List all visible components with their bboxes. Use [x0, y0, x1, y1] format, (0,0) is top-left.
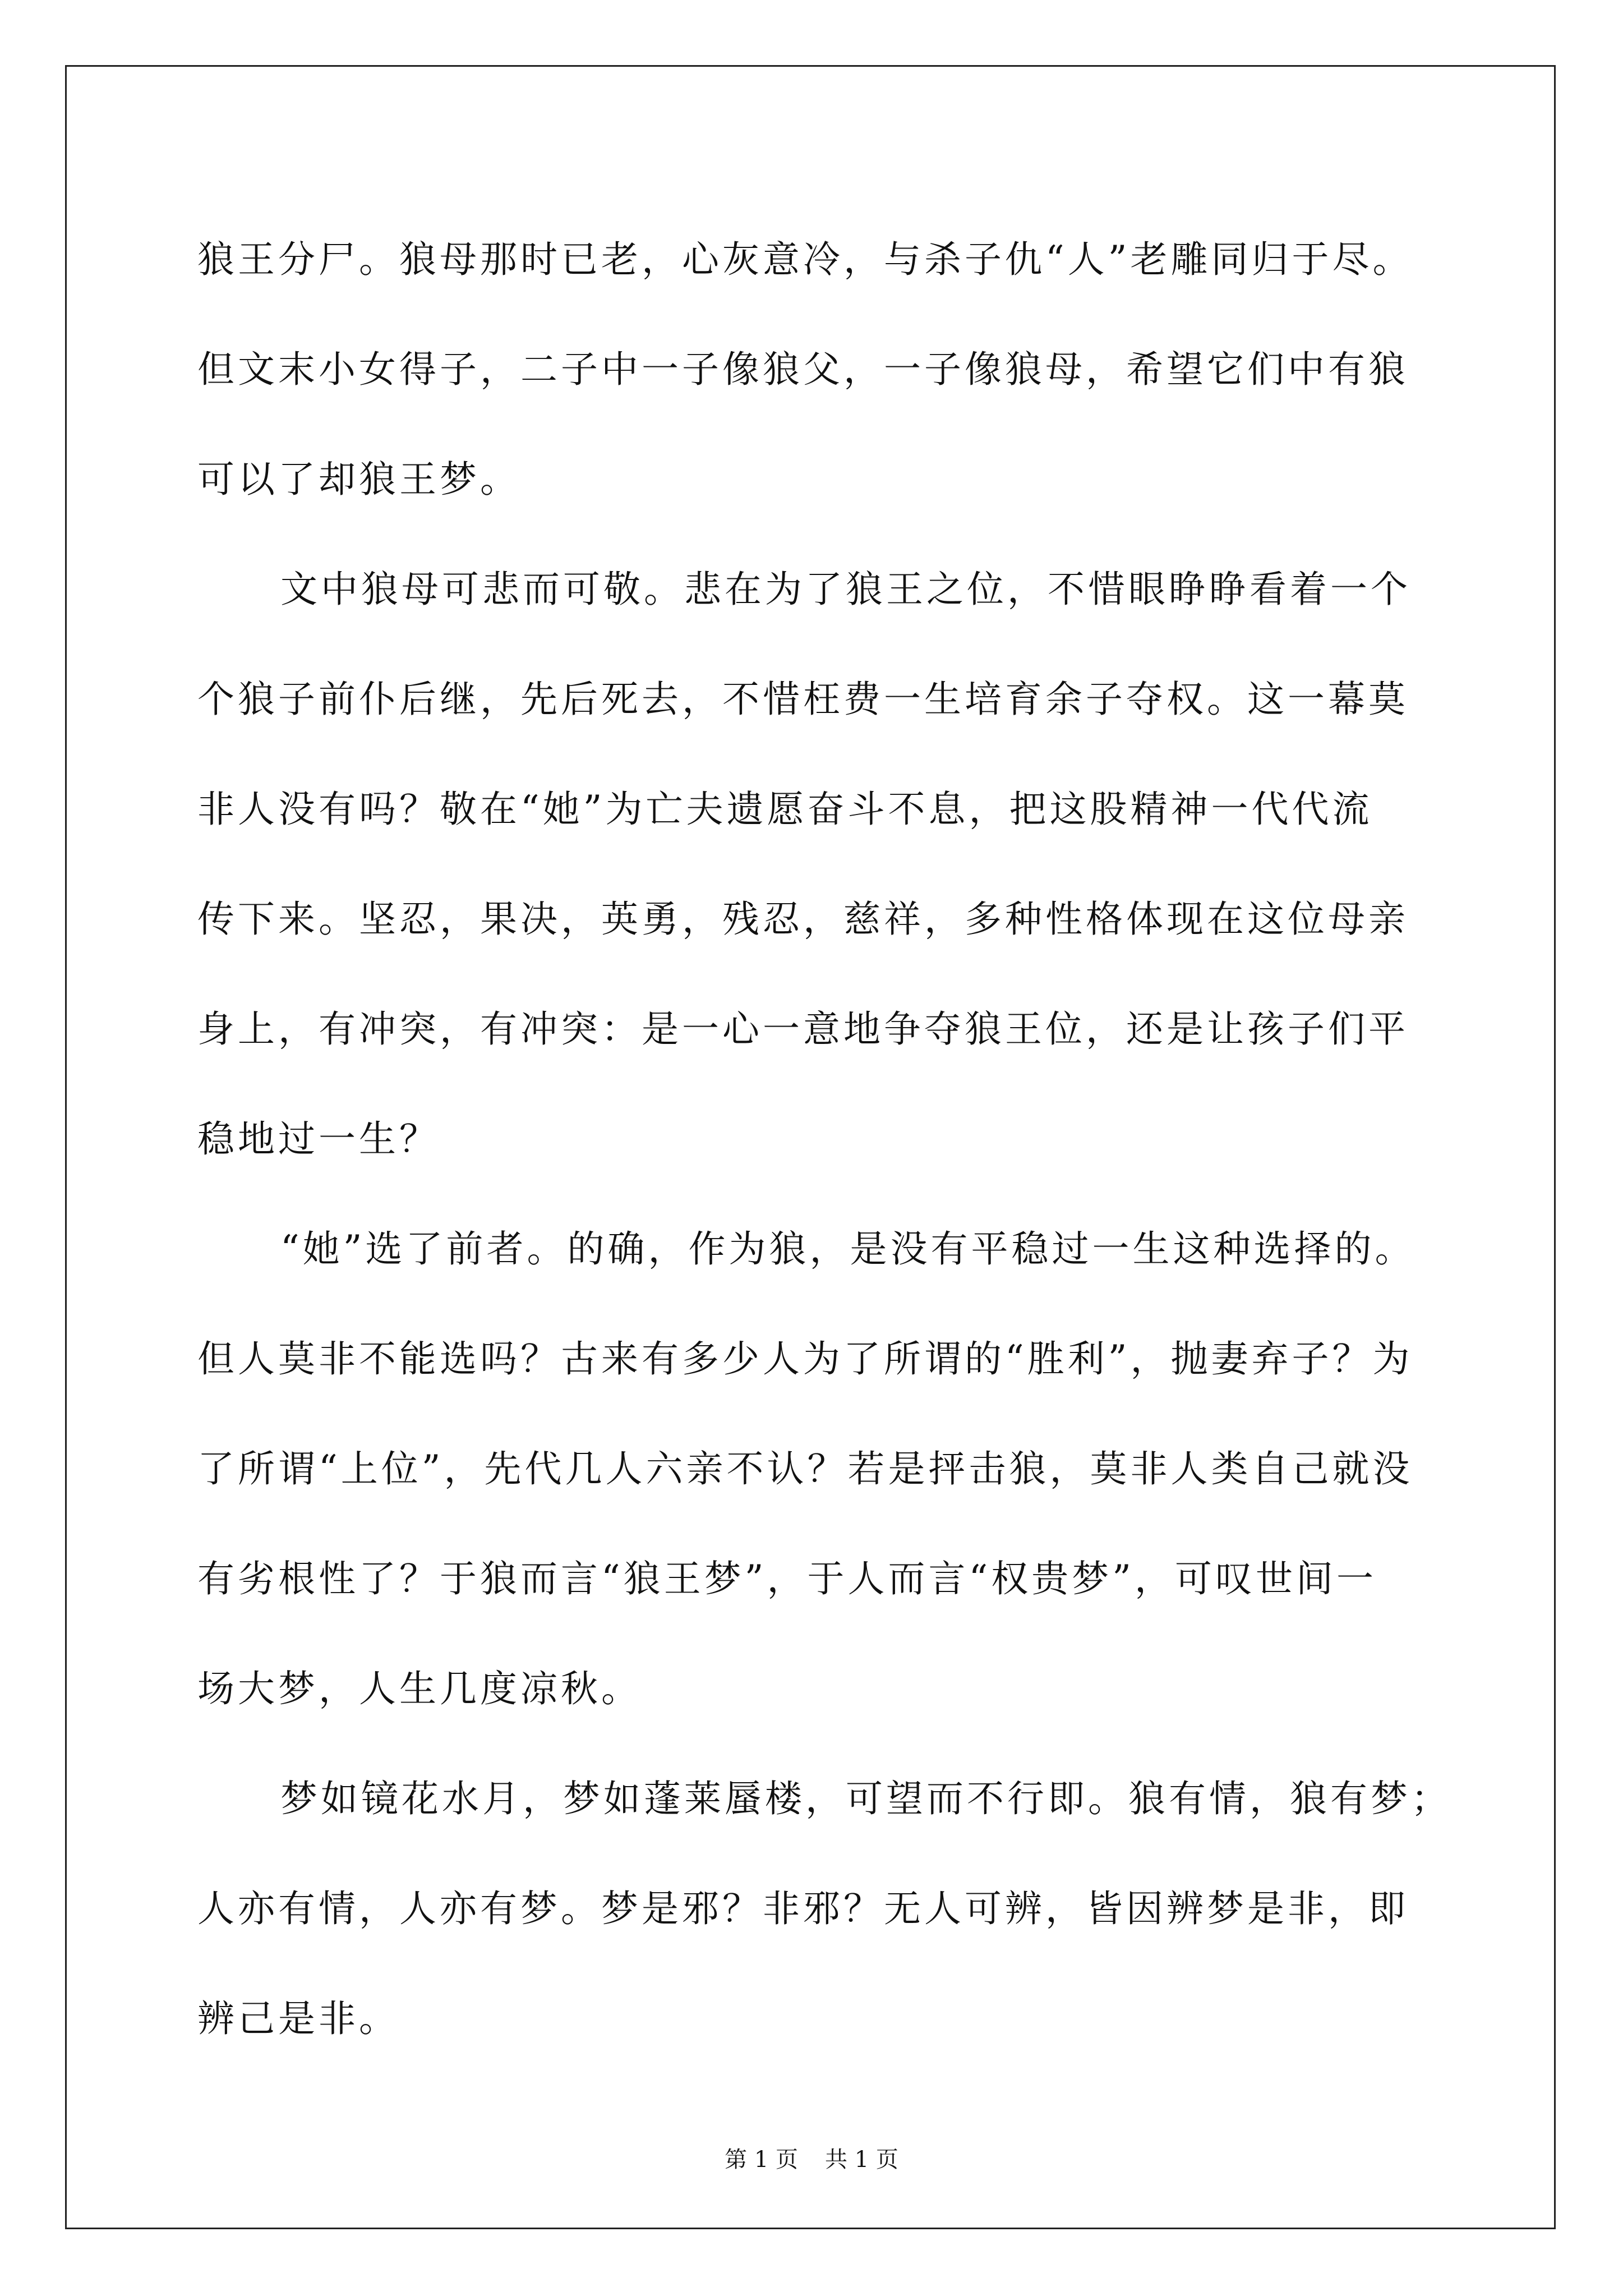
text-line-12: 了所谓“上位”，先代几人六亲不认？若是抨击狼，莫非人类自己就没: [197, 1447, 1413, 1490]
page-footer: [0, 2143, 1623, 2177]
text-line-5: 个狼子前仆后继，先后死去，不惜枉费一生培育余子夺权。这一幕莫: [197, 678, 1409, 721]
page-number-total: 共 1 页: [825, 2147, 898, 2173]
text-line-1: 狼王分尸。狼母那时已老，心灰意冷，与杀子仇“人”老雕同归于尽。: [197, 238, 1413, 281]
page-number-current: 第 1 页: [725, 2147, 798, 2173]
text-line-9: 稳地过一生？: [197, 1117, 440, 1161]
text-line-15: 梦如镜花水月，梦如蓬莱蜃楼，可望而不行即。狼有情，狼有梦；: [280, 1777, 1451, 1820]
text-line-17: 辨己是非。: [197, 1997, 399, 2040]
text-line-2: 但文末小女得子，二子中一子像狼父，一子像狼母，希望它们中有狼: [197, 348, 1409, 391]
text-line-13: 有劣根性了？于狼而言“狼王梦”，于人而言“权贵梦”，可叹世间一: [197, 1557, 1377, 1600]
text-line-7: 传下来。坚忍，果决，英勇，残忍，慈祥，多种性格体现在这位母亲: [197, 898, 1409, 941]
text-line-14: 场大梦，人生几度凉秋。: [197, 1667, 642, 1710]
text-line-6: 非人没有吗？敬在“她”为亡夫遗愿奋斗不息，把这股精神一代代流: [197, 788, 1373, 831]
text-line-3: 可以了却狼王梦。: [197, 458, 520, 501]
text-line-10: “她”选了前者。的确，作为狼，是没有平稳过一生这种选择的。: [280, 1227, 1415, 1271]
text-line-4: 文中狼母可悲而可敬。悲在为了狼王之位，不惜眼睁睁看着一个: [280, 568, 1411, 611]
document-body: [197, 205, 1451, 2074]
text-line-16: 人亦有情，人亦有梦。梦是邪？非邪？无人可辨，皆因辨梦是非，即: [197, 1887, 1409, 1930]
text-line-8: 身上，有冲突，有冲突：是一心一意地争夺狼王位，还是让孩子们平: [197, 1007, 1409, 1051]
text-line-11: 但人莫非不能选吗？古来有多少人为了所谓的“胜利”，抛妻弃子？为: [197, 1337, 1413, 1381]
